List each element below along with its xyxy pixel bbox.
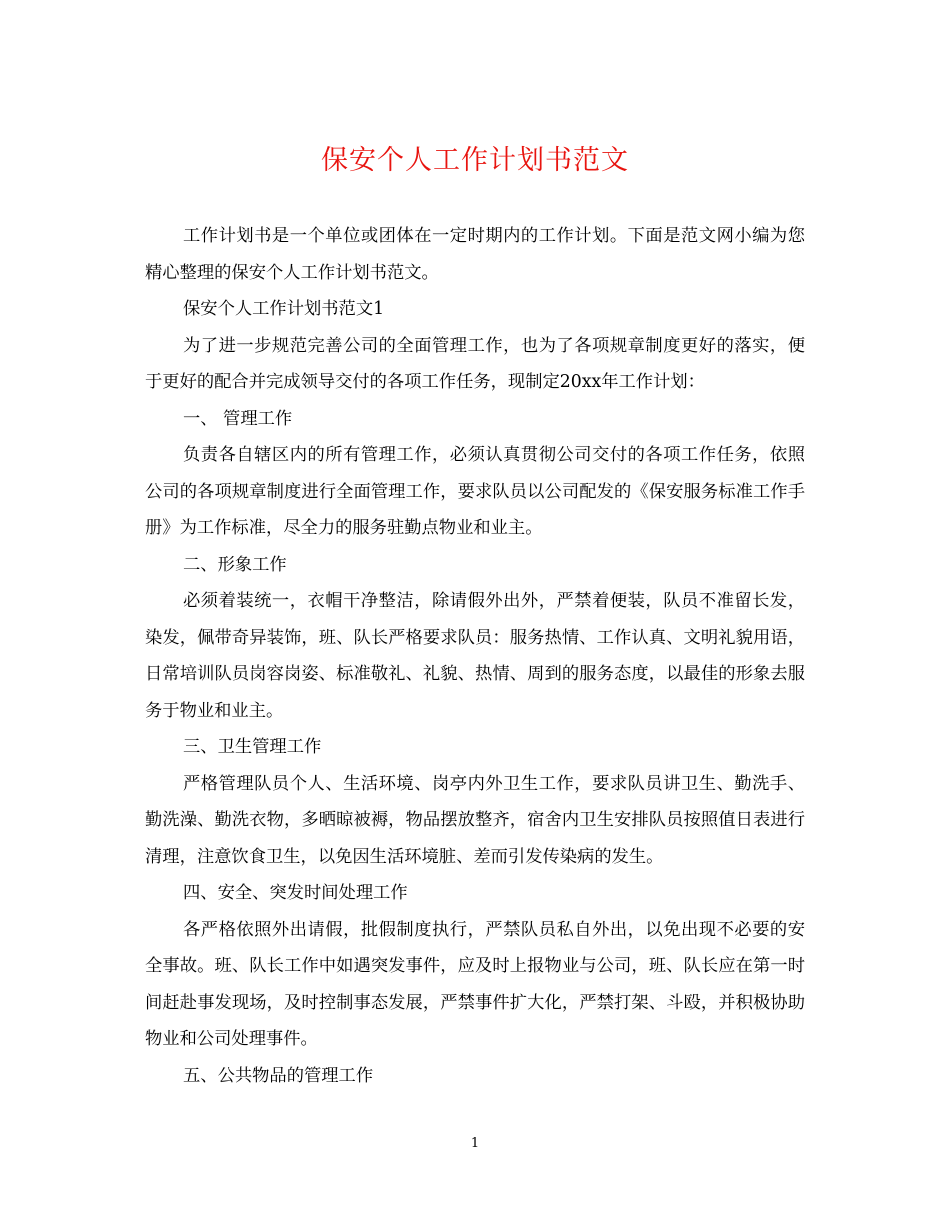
paragraph-image: 必须着装统一，衣帽干净整洁，除请假外出外，严禁着便装，队员不准留长发，染发，佩带奇异装饰，班、队长严格要求队员：服务热情、工作认真、文明礼貌用语，日常培训队员岗容岗姿、标准敬礼、礼貌、热情、周到的服务态度，以最佳的形象去服务于物业和业主。 [145,591,805,721]
document-title: 保安个人工作计划书范文 [321,145,629,176]
heading-hygiene: 三、卫生管理工作 [183,737,322,757]
page-number: 1 [470,1136,480,1151]
paragraph-management: 负责各自辖区内的所有管理工作，必须认真贯彻公司交付的各项工作任务，依照公司的各项规章制度进行全面管理工作，要求队员以公司配发的《保安服务标准工作手册》为工作标准，尽全力的服务驻勤点物业和业主。 [145,445,805,538]
paragraph-safety: 各严格依照外出请假，批假制度执行，严禁队员私自外出，以免出现不必要的安全事故。班、队长工作中如遇突发事件，应及时上报物业与公司，班、队长应在第一时间赶赴事发现场，及时控制事态发展，严禁事件扩大化，严禁打架、斗殴，并积极协助物业和公司处理事件。 [145,919,805,1049]
paragraph-preface: 为了进一步规范完善公司的全面管理工作，也为了各项规章制度更好的落实，便于更好的配合并完成领导交付的各项工作任务，现制定20xx年工作计划： [145,335,805,392]
heading-safety: 四、安全、突发时间处理工作 [183,883,408,903]
paragraph-subtitle: 保安个人工作计划书范文1 [183,299,385,319]
heading-image: 二、形象工作 [183,554,287,575]
heading-public-goods: 五、公共物品的管理工作 [183,1065,374,1086]
paragraph-hygiene: 严格管理队员个人、生活环境、岗亭内外卫生工作，要求队员讲卫生、勤洗手、勤洗澡、勤洗衣物，多晒晾被褥，物品摆放整齐，宿舍内卫生安排队员按照值日表进行清理，注意饮食卫生，以免因生活环境脏、差而引发传染病的发生。 [145,773,805,867]
heading-management: 一、 管理工作 [183,408,293,429]
paragraph-intro: 工作计划书是一个单位或团体在一定时期内的工作计划。下面是范文网小编为您精心整理的保安个人工作计划书范文。 [145,226,805,283]
document-body [145,218,805,1094]
